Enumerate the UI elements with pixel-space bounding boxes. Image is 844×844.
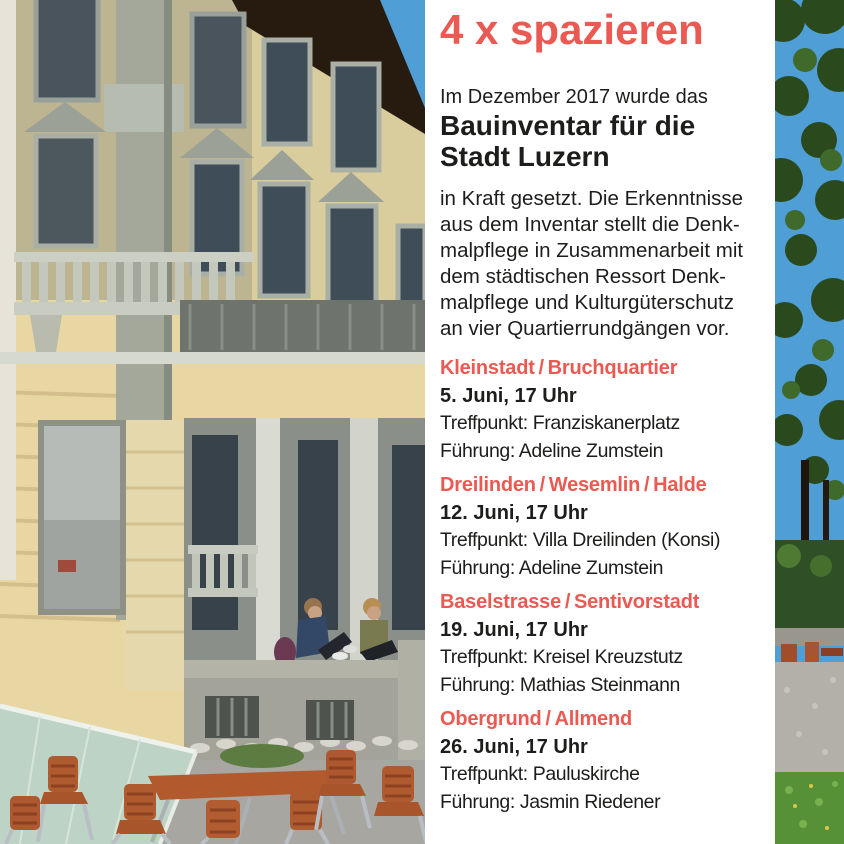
- event-guide: Führung: Adeline Zumstein: [440, 439, 664, 462]
- event-meeting-point: Treffpunkt: Pauluskirche: [440, 763, 640, 785]
- intro-subject-line2: Stadt Luzern: [440, 141, 610, 172]
- event-datetime: 12. Juni, 17 Uhr: [440, 501, 588, 524]
- event-guide: Führung: Mathias Steinmann: [440, 673, 680, 696]
- page-title: 4 x spazieren: [440, 6, 704, 53]
- event-meeting-point: Treffpunkt: Kreisel Kreuzstutz: [440, 646, 683, 668]
- trees-photo: [775, 0, 844, 844]
- event-block-baselstrasse: [440, 589, 775, 699]
- event-list: [440, 355, 775, 816]
- event-datetime: 26. Juni, 17 Uhr: [440, 735, 588, 758]
- trees-photo-illustration: [775, 0, 844, 844]
- event-district: Kleinstadt / Bruchquartier: [440, 357, 678, 379]
- event-district: Dreilinden / Wesemlin / Halde: [440, 474, 707, 496]
- event-datetime: 19. Juni, 17 Uhr: [440, 618, 588, 641]
- intro-body-line: dem städtischen Ressort Denk-: [440, 265, 726, 288]
- intro-subject-line1: Bauinventar für die: [440, 110, 696, 141]
- event-block-kleinstadt: [440, 355, 775, 465]
- intro-body-line: malpflege und Kulturgüterschutz: [440, 291, 735, 314]
- intro-body-line: malpflege in Zusammenarbeit mit: [440, 239, 744, 262]
- event-guide: Führung: Jasmin Riedener: [440, 790, 661, 813]
- intro-body-line: aus dem Inventar stellt die Denk-: [440, 213, 740, 236]
- event-block-obergrund: [440, 706, 775, 816]
- event-block-dreilinden: [440, 472, 775, 582]
- intro-subject: [440, 110, 775, 172]
- intro-lead: Im Dezember 2017 wurde das: [440, 86, 708, 108]
- text-column: [425, 0, 775, 844]
- event-district: Obergrund / Allmend: [440, 708, 632, 730]
- event-guide: Führung: Adeline Zumstein: [440, 556, 664, 579]
- event-meeting-point: Treffpunkt: Franziskanerplatz: [440, 412, 680, 434]
- event-district: Baselstrasse / Sentivorstadt: [440, 591, 700, 613]
- event-meeting-point: Treffpunkt: Villa Dreilinden (Konsi): [440, 529, 721, 551]
- intro-body-line: in Kraft gesetzt. Die Erkenntnisse: [440, 187, 744, 210]
- intro-body: [440, 186, 775, 342]
- event-datetime: 5. Juni, 17 Uhr: [440, 384, 577, 407]
- intro-body-line: an vier Quartierrundgängen vor.: [440, 317, 730, 340]
